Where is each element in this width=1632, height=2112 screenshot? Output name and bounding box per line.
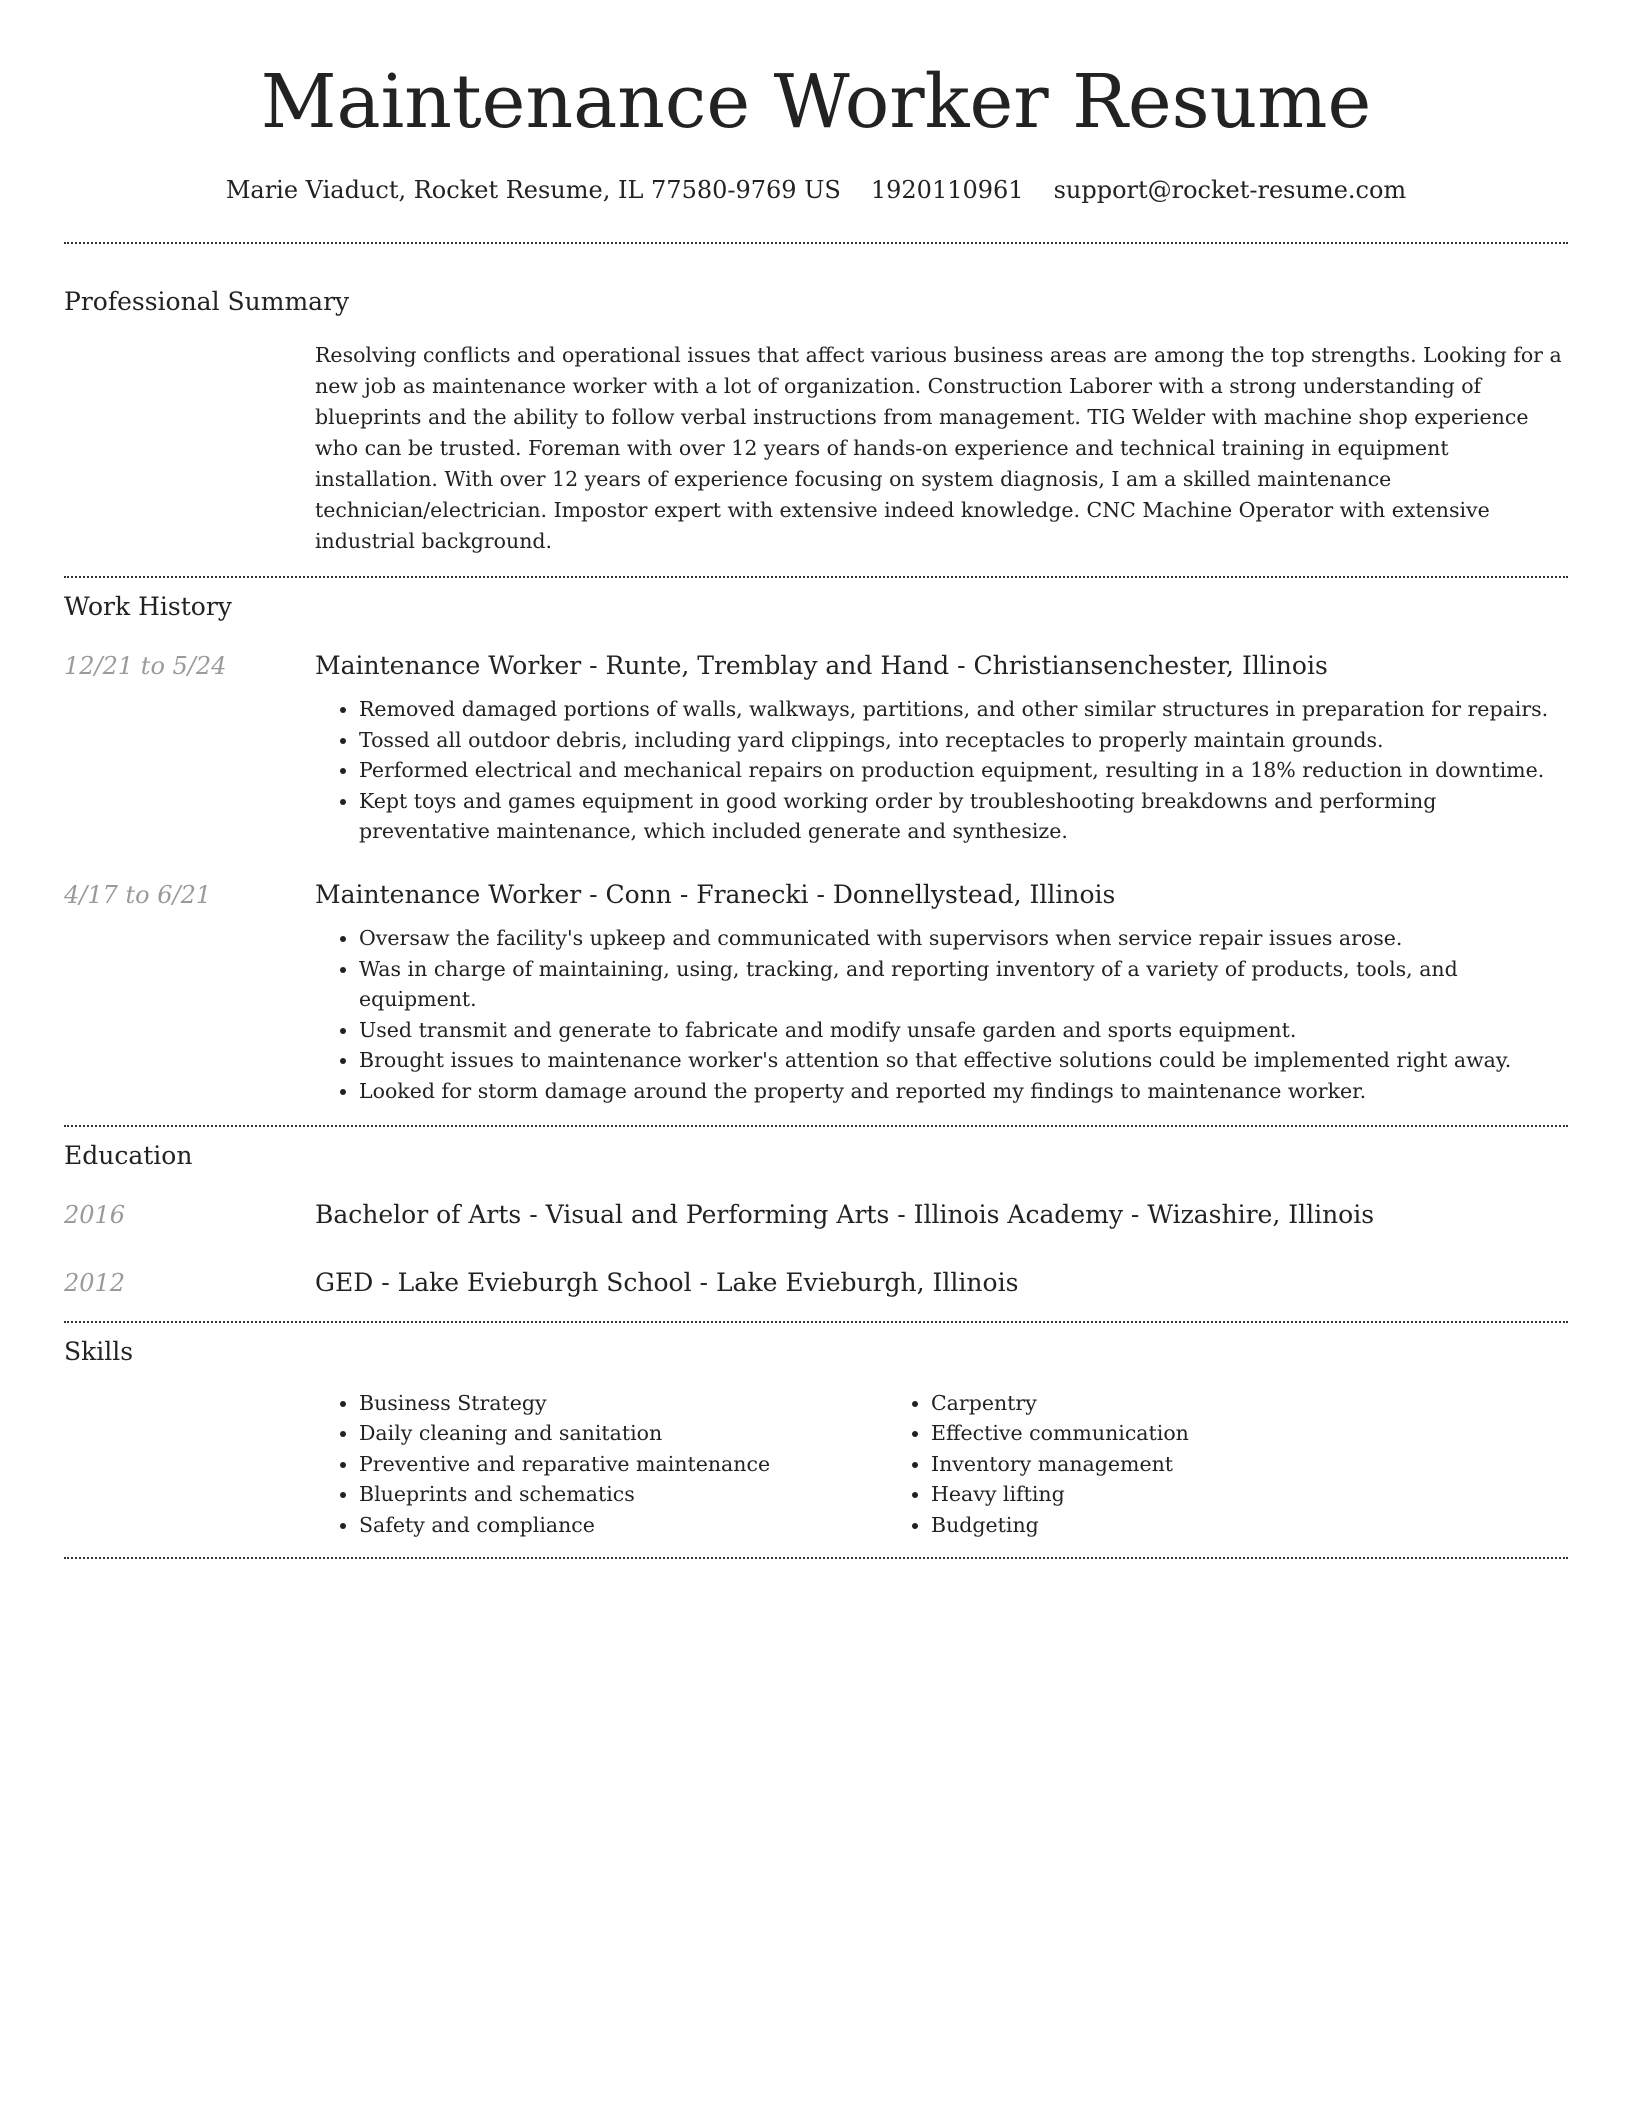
list-item: • Looked for storm damage around the property and reported my findings to maintenance worker. bbox=[359, 1076, 1568, 1107]
list-item: • Was in charge of maintaining, using, tracking, and reporting inventory of a variety of products, tools, and equipment. bbox=[359, 954, 1568, 1015]
resume-page bbox=[64, 0, 1568, 1559]
job-details bbox=[315, 648, 1568, 847]
resume-title: Maintenance Worker Resume bbox=[260, 59, 1372, 145]
list-item: • Performed electrical and mechanical repairs on production equipment, resulting in a 18% reduction in downtime. bbox=[359, 755, 1568, 786]
education-entry bbox=[64, 1197, 1568, 1233]
skill-item: • Blueprints and schematics bbox=[359, 1479, 887, 1510]
summary-heading: Professional Summary bbox=[64, 287, 350, 316]
job-title: Maintenance Worker - Conn - Franecki - Donnellystead, Illinois bbox=[315, 879, 1116, 909]
skill-item: • Business Strategy bbox=[359, 1388, 887, 1419]
skills-list-right bbox=[887, 1388, 1459, 1541]
list-item: • Removed damaged portions of walls, walkways, partitions, and other similar structures in preparation for repairs. bbox=[359, 694, 1568, 725]
contact-address: Marie Viaduct, Rocket Resume, IL 77580-9769 US bbox=[225, 176, 841, 204]
skill-item: • Carpentry bbox=[931, 1388, 1459, 1419]
summary-section bbox=[64, 284, 1568, 557]
list-item: • Tossed all outdoor debris, including yard clippings, into receptacles to properly maintain grounds. bbox=[359, 725, 1568, 756]
list-item: • Brought issues to maintenance worker's attention so that effective solutions could be implemented right away. bbox=[359, 1045, 1568, 1076]
contact-email: support@rocket-resume.com bbox=[1053, 176, 1407, 204]
section-divider bbox=[64, 1557, 1568, 1559]
skill-item: • Heavy lifting bbox=[931, 1479, 1459, 1510]
education-year: 2012 bbox=[64, 1268, 126, 1297]
skill-item: • Preventive and reparative maintenance bbox=[359, 1449, 887, 1480]
contact-phone: 1920110961 bbox=[870, 176, 1024, 204]
skill-item: • Inventory management bbox=[931, 1449, 1459, 1480]
education-title: Bachelor of Arts - Visual and Performing Arts - Illinois Academy - Wizashire, Illinois bbox=[315, 1199, 1375, 1229]
skill-item: • Daily cleaning and sanitation bbox=[359, 1418, 887, 1449]
skills-heading: Skills bbox=[64, 1336, 134, 1366]
section-divider bbox=[64, 1321, 1568, 1323]
list-item: • Used transmit and generate to fabricate and modify unsafe garden and sports equipment. bbox=[359, 1015, 1568, 1046]
job-entry bbox=[64, 877, 1568, 1107]
job-details bbox=[315, 877, 1568, 1107]
skills-grid bbox=[315, 1388, 1568, 1541]
contact-line bbox=[64, 170, 1568, 210]
section-divider bbox=[64, 1125, 1568, 1127]
education-entry bbox=[64, 1265, 1568, 1301]
skill-item: • Effective communication bbox=[931, 1418, 1459, 1449]
skill-item: • Safety and compliance bbox=[359, 1510, 887, 1541]
work-history-heading: Work History bbox=[64, 592, 232, 621]
education-title: GED - Lake Evieburgh School - Lake Evieburgh, Illinois bbox=[315, 1267, 1019, 1297]
skills-list-left bbox=[315, 1388, 887, 1541]
job-bullets bbox=[315, 923, 1568, 1107]
summary-text: Resolving conflicts and operational issues that affect various business areas are among the top strengths. Looking for a new job as maintenance worker with a lot of organization. Construction Laborer with a strong understanding of blueprints and the ability to follow verbal instructions from management. TIG Welder with machine shop experience who can be trusted. Foreman with over 12 years of hands-on experience and technical training in equipment installation. With over 12 years of experience focusing on system diagnosis, I am a skilled maintenance technician/electrician. Impostor expert with extensive indeed knowledge. CNC Machine Operator with extensive industrial background. bbox=[315, 343, 1562, 553]
education-section bbox=[64, 1138, 1568, 1301]
education-heading: Education bbox=[64, 1140, 193, 1170]
work-history-section bbox=[64, 589, 1568, 1107]
job-entry bbox=[64, 648, 1568, 847]
job-bullets bbox=[315, 694, 1568, 847]
skills-section bbox=[64, 1334, 1568, 1541]
list-item: • Kept toys and games equipment in good working order by troubleshooting breakdowns and performing preventative maintenance, which included generate and synthesize. bbox=[359, 786, 1568, 847]
list-item: • Oversaw the facility's upkeep and communicated with supervisors when service repair issues arose. bbox=[359, 923, 1568, 954]
job-dates: 4/17 to 6/21 bbox=[64, 880, 212, 909]
section-divider bbox=[64, 576, 1568, 578]
job-title: Maintenance Worker - Runte, Tremblay and Hand - Christiansenchester, Illinois bbox=[315, 651, 1328, 680]
skill-item: • Budgeting bbox=[931, 1510, 1459, 1541]
job-dates: 12/21 to 5/24 bbox=[64, 652, 227, 680]
education-year: 2016 bbox=[64, 1200, 126, 1229]
section-divider bbox=[64, 242, 1568, 244]
